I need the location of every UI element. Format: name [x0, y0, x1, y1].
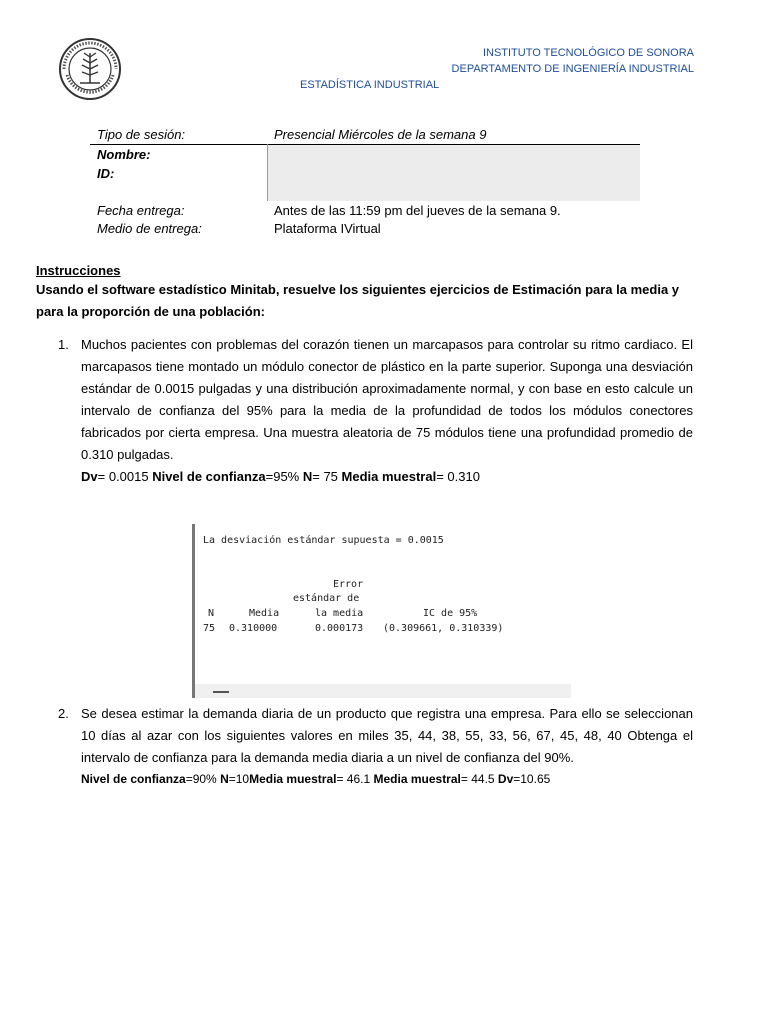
minitab-dash-icon [213, 691, 229, 693]
student-info-box [268, 145, 640, 201]
due-date-label: Fecha entrega: [97, 203, 185, 218]
delivery-method-label: Medio de entrega: [97, 221, 202, 236]
exercise-1-dv-label: Dv [81, 469, 98, 484]
institute-name: INSTITUTO TECNOLÓGICO DE SONORA [482, 47, 694, 59]
minitab-col-la-media: la media [315, 608, 364, 619]
instructions-heading: Instrucciones [36, 263, 121, 278]
minitab-sigma-line: La desviación estándar supuesta = 0.0015 [203, 535, 444, 546]
due-date-value: Antes de las 11:59 pm del jueves de la semana 9. [274, 203, 561, 218]
department-name: DEPARTAMENTO DE INGENIERÍA INDUSTRIAL [451, 63, 694, 75]
name-label: Nombre: [97, 147, 151, 162]
instructions-text: Usando el software estadístico Minitab, resuelve los siguientes ejercicios de Estimación para la media y para la proporción de una población: [36, 282, 680, 319]
exercise-1-dv-value: = 0.0015 [97, 469, 153, 484]
minitab-row-ic: (0.309661, 0.310339) [383, 623, 504, 634]
minitab-col-ic: IC de 95% [423, 608, 478, 619]
minitab-row-n: 75 [203, 623, 216, 634]
exercise-2-mean-label: Media muestral [249, 772, 337, 786]
exercise-1-number: 1. [58, 337, 69, 352]
exercise-2-mean-value: = 46.1 [336, 772, 374, 786]
delivery-method-value: Plataforma IVirtual [274, 221, 381, 236]
exercise-2-data [81, 769, 550, 789]
exercise-1-data [81, 466, 480, 488]
course-name: ESTADÍSTICA INDUSTRIAL [300, 79, 440, 91]
minitab-row-se: 0.000173 [315, 623, 364, 634]
exercise-2-text: Se desea estimar la demanda diaria de un producto que registra una empresa. Para ello se seleccionan 10 días al azar con los siguientes valores en miles 35, 44, 38, 55, 33, 56, 67, 45, 48, 40 Obtenga el intervalo de confianza para la demanda media diaria a un nivel de confianza del 90%. [81, 706, 693, 765]
session-type-label: Tipo de sesión: [97, 127, 186, 142]
exercise-2-confidence-value: =90% [185, 772, 221, 786]
exercise-2-mean2-value: = 44.5 [460, 772, 498, 786]
minitab-col-std: estándar de [293, 593, 360, 604]
exercise-2-confidence-label: Nivel de confianza [81, 772, 186, 786]
exercise-1-confidence-label: Nivel de confianza [152, 469, 266, 484]
table-column-divider [267, 144, 268, 201]
minitab-footer-bar [195, 684, 571, 698]
minitab-col-media: Media [249, 608, 280, 619]
exercise-1-mean-label: Media muestral [341, 469, 437, 484]
exercise-1-n-value: = 75 [312, 469, 342, 484]
exercise-1-confidence-value: =95% [265, 469, 303, 484]
exercise-1-text: Muchos pacientes con problemas del corazón tienen un marcapasos para controlar su ritmo cardiaco. El marcapasos tiene montado un módulo conector de plástico en la parte superior. Suponga una desviación estándar de 0.0015 pulgadas y una distribución aproximadamente normal, y con base en esto calcule un intervalo de confianza del 95% para la media de la profundidad de todos los módulos conectores fabricados por cierta empresa. Una muestra aleatoria de 75 módulos tiene una profundidad promedio de 0.310 pulgadas. [81, 337, 693, 462]
exercise-1-n-label: N [302, 469, 313, 484]
exercise-2-mean2-label: Media muestral [373, 772, 461, 786]
minitab-row-media: 0.310000 [229, 623, 278, 634]
id-label: ID: [97, 166, 115, 181]
exercise-2-number: 2. [58, 706, 69, 721]
minitab-output [192, 524, 571, 698]
exercise-2-dv-label: Dv [497, 772, 514, 786]
table-top-rule [90, 144, 640, 145]
exercise-2-n-label: N [220, 772, 229, 786]
exercise-1-mean-value: = 0.310 [436, 469, 480, 484]
session-type-value: Presencial Miércoles de la semana 9 [274, 127, 487, 142]
exercise-2-dv-value: =10.65 [513, 772, 551, 786]
minitab-col-n: N [208, 608, 215, 619]
exercise-2-n-value: =10 [228, 772, 250, 786]
minitab-col-error: Error [333, 579, 364, 590]
institution-seal-icon [58, 37, 122, 101]
